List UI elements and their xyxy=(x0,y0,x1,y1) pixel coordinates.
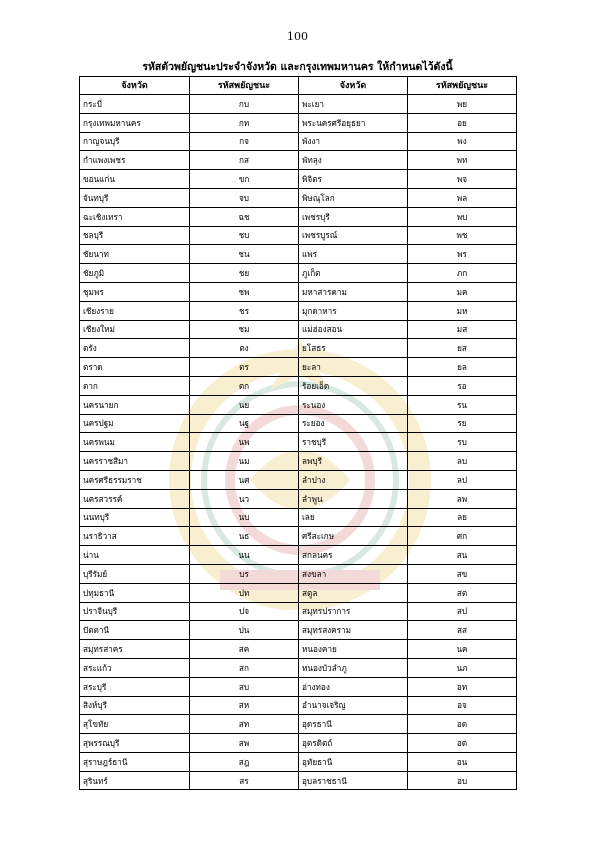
province-cell: พิจิตร xyxy=(299,170,408,189)
code-cell: มส xyxy=(408,320,517,339)
code-cell: ชพ xyxy=(190,282,299,301)
code-cell: ตง xyxy=(190,339,299,358)
province-cell: สระบุรี xyxy=(80,677,190,696)
code-cell: อน xyxy=(408,752,517,771)
code-cell: มค xyxy=(408,282,517,301)
province-cell: อ่างทอง xyxy=(299,677,408,696)
code-cell: นธ xyxy=(190,527,299,546)
table-row xyxy=(80,508,517,527)
code-cell: อท xyxy=(408,677,517,696)
province-cell: บุรีรัมย์ xyxy=(80,564,190,583)
code-cell: อย xyxy=(408,113,517,132)
page-number: 100 xyxy=(287,30,308,43)
province-cell: ปราจีนบุรี xyxy=(80,602,190,621)
code-cell: อบ xyxy=(408,771,517,790)
province-cell: ราชบุรี xyxy=(299,433,408,452)
province-cell: นครราชสีมา xyxy=(80,452,190,471)
province-cell: อุทัยธานี xyxy=(299,752,408,771)
code-cell: ปน xyxy=(190,621,299,640)
table-row xyxy=(80,564,517,583)
code-cell: ชบ xyxy=(190,226,299,245)
province-cell: ชลบุรี xyxy=(80,226,190,245)
province-cell: อุดรธานี xyxy=(299,715,408,734)
header-code-right: รหัสพยัญชนะ xyxy=(408,77,517,95)
code-cell: พร xyxy=(408,245,517,264)
code-cell: นค xyxy=(408,640,517,659)
province-cell: ร้อยเอ็ด xyxy=(299,376,408,395)
province-cell: มหาสารคาม xyxy=(299,282,408,301)
province-cell: สงขลา xyxy=(299,564,408,583)
code-cell: ฉช xyxy=(190,207,299,226)
code-cell: พจ xyxy=(408,170,517,189)
code-cell: กบ xyxy=(190,95,299,114)
table-row xyxy=(80,602,517,621)
province-cell: ยโสธร xyxy=(299,339,408,358)
code-cell: รย xyxy=(408,414,517,433)
code-cell: ศก xyxy=(408,527,517,546)
table-row xyxy=(80,358,517,377)
province-cell: กาญจนบุรี xyxy=(80,132,190,151)
code-cell: นพ xyxy=(190,433,299,452)
province-cell: นครนายก xyxy=(80,395,190,414)
province-cell: ตราด xyxy=(80,358,190,377)
code-cell: บร xyxy=(190,564,299,583)
code-cell: กจ xyxy=(190,132,299,151)
code-cell: สส xyxy=(408,621,517,640)
code-cell: สป xyxy=(408,602,517,621)
province-cell: สุโขทัย xyxy=(80,715,190,734)
code-cell: ชม xyxy=(190,320,299,339)
province-cell: ยะลา xyxy=(299,358,408,377)
table-row xyxy=(80,640,517,659)
code-cell: สร xyxy=(190,771,299,790)
province-cell: นนทบุรี xyxy=(80,508,190,527)
header-code-left: รหัสพยัญชนะ xyxy=(190,77,299,95)
table-row xyxy=(80,452,517,471)
province-cell: ฉะเชิงเทรา xyxy=(80,207,190,226)
table-row xyxy=(80,301,517,320)
province-cell: ตรัง xyxy=(80,339,190,358)
code-cell: สก xyxy=(190,658,299,677)
province-cell: นครศรีธรรมราช xyxy=(80,470,190,489)
province-cell: สมุทรปราการ xyxy=(299,602,408,621)
table-row xyxy=(80,470,517,489)
table-row xyxy=(80,132,517,151)
code-cell: พง xyxy=(408,132,517,151)
province-cell: นครสวรรค์ xyxy=(80,489,190,508)
province-cell: กรุงเทพมหานคร xyxy=(80,113,190,132)
province-cell: พิษณุโลก xyxy=(299,188,408,207)
province-cell: ลำปาง xyxy=(299,470,408,489)
province-cell: พังงา xyxy=(299,132,408,151)
table-row xyxy=(80,395,517,414)
province-cell: นครพนม xyxy=(80,433,190,452)
code-cell: มห xyxy=(408,301,517,320)
province-code-table xyxy=(79,76,517,790)
province-cell: ชัยภูมิ xyxy=(80,264,190,283)
table-row xyxy=(80,771,517,790)
code-cell: นม xyxy=(190,452,299,471)
province-cell: อุบลราชธานี xyxy=(299,771,408,790)
code-cell: พบ xyxy=(408,207,517,226)
table-row xyxy=(80,752,517,771)
province-cell: ตาก xyxy=(80,376,190,395)
table-row xyxy=(80,414,517,433)
code-cell: ลพ xyxy=(408,489,517,508)
code-cell: ขก xyxy=(190,170,299,189)
province-cell: สกลนคร xyxy=(299,546,408,565)
code-cell: นย xyxy=(190,395,299,414)
code-cell: นฐ xyxy=(190,414,299,433)
province-cell: สตูล xyxy=(299,583,408,602)
code-cell: นภ xyxy=(408,658,517,677)
code-cell: สน xyxy=(408,546,517,565)
province-cell: ขอนแก่น xyxy=(80,170,190,189)
province-cell: ระยอง xyxy=(299,414,408,433)
province-cell: สมุทรสงคราม xyxy=(299,621,408,640)
table-row xyxy=(80,621,517,640)
province-cell: เชียงใหม่ xyxy=(80,320,190,339)
province-cell: น่าน xyxy=(80,546,190,565)
code-cell: อต xyxy=(408,734,517,753)
province-cell: แพร่ xyxy=(299,245,408,264)
province-cell: สมุทรสาคร xyxy=(80,640,190,659)
province-cell: ศรีสะเกษ xyxy=(299,527,408,546)
table-row xyxy=(80,282,517,301)
code-cell: ลย xyxy=(408,508,517,527)
code-cell: นน xyxy=(190,546,299,565)
table-row xyxy=(80,245,517,264)
code-cell: จบ xyxy=(190,188,299,207)
province-cell: สิงห์บุรี xyxy=(80,696,190,715)
table-row xyxy=(80,583,517,602)
code-cell: พช xyxy=(408,226,517,245)
code-cell: นศ xyxy=(190,470,299,489)
table-row xyxy=(80,658,517,677)
header-province-right: จังหวัด xyxy=(299,77,408,95)
code-cell: กส xyxy=(190,151,299,170)
table-row xyxy=(80,170,517,189)
province-cell: เชียงราย xyxy=(80,301,190,320)
province-cell: ชัยนาท xyxy=(80,245,190,264)
code-cell: พท xyxy=(408,151,517,170)
code-cell: รบ xyxy=(408,433,517,452)
table-row xyxy=(80,95,517,114)
table-row xyxy=(80,264,517,283)
table-row xyxy=(80,339,517,358)
province-cell: กระบี่ xyxy=(80,95,190,114)
code-cell: สห xyxy=(190,696,299,715)
province-cell: ภูเก็ต xyxy=(299,264,408,283)
code-cell: ยส xyxy=(408,339,517,358)
code-cell: ลบ xyxy=(408,452,517,471)
table-row xyxy=(80,677,517,696)
table-row xyxy=(80,489,517,508)
province-cell: กำแพงเพชร xyxy=(80,151,190,170)
code-cell: ภก xyxy=(408,264,517,283)
code-cell: สฎ xyxy=(190,752,299,771)
code-cell: ลป xyxy=(408,470,517,489)
table-row xyxy=(80,546,517,565)
table-row xyxy=(80,696,517,715)
province-cell: ลพบุรี xyxy=(299,452,408,471)
code-cell: พย xyxy=(408,95,517,114)
table-header-row xyxy=(80,77,517,95)
table-row xyxy=(80,527,517,546)
province-cell: เพชรบุรี xyxy=(299,207,408,226)
code-cell: รน xyxy=(408,395,517,414)
province-cell: อำนาจเจริญ xyxy=(299,696,408,715)
table-row xyxy=(80,433,517,452)
code-cell: ปท xyxy=(190,583,299,602)
code-cell: สค xyxy=(190,640,299,659)
code-cell: สท xyxy=(190,715,299,734)
table-row xyxy=(80,226,517,245)
table-row xyxy=(80,151,517,170)
province-cell: สุราษฎร์ธานี xyxy=(80,752,190,771)
code-cell: พล xyxy=(408,188,517,207)
code-cell: กท xyxy=(190,113,299,132)
province-cell: ปทุมธานี xyxy=(80,583,190,602)
code-cell: ชน xyxy=(190,245,299,264)
code-cell: นบ xyxy=(190,508,299,527)
code-cell: ตร xyxy=(190,358,299,377)
province-cell: หนองบัวลำภู xyxy=(299,658,408,677)
code-cell: ตก xyxy=(190,376,299,395)
code-cell: รอ xyxy=(408,376,517,395)
code-cell: นว xyxy=(190,489,299,508)
code-cell: ปจ xyxy=(190,602,299,621)
table-row xyxy=(80,113,517,132)
province-cell: ปัตตานี xyxy=(80,621,190,640)
province-cell: หนองคาย xyxy=(299,640,408,659)
province-cell: อุตรดิตถ์ xyxy=(299,734,408,753)
province-cell: สระแก้ว xyxy=(80,658,190,677)
province-cell: สุพรรณบุรี xyxy=(80,734,190,753)
code-cell: ชร xyxy=(190,301,299,320)
province-cell: แม่ฮ่องสอน xyxy=(299,320,408,339)
province-cell: ลำพูน xyxy=(299,489,408,508)
province-cell: เลย xyxy=(299,508,408,527)
province-cell: พัทลุง xyxy=(299,151,408,170)
document-title: รหัสตัวพยัญชนะประจำจังหวัด และกรุงเทพมหานคร ให้กำหนดไว้ดังนี้ xyxy=(142,61,453,73)
table-row xyxy=(80,734,517,753)
province-cell: พะเยา xyxy=(299,95,408,114)
code-cell: สพ xyxy=(190,734,299,753)
code-cell: สต xyxy=(408,583,517,602)
province-cell: นราธิวาส xyxy=(80,527,190,546)
province-cell: ชุมพร xyxy=(80,282,190,301)
code-cell: สบ xyxy=(190,677,299,696)
code-cell: ชย xyxy=(190,264,299,283)
province-cell: มุกดาหาร xyxy=(299,301,408,320)
header-province-left: จังหวัด xyxy=(80,77,190,95)
table-row xyxy=(80,376,517,395)
code-cell: อด xyxy=(408,715,517,734)
table-row xyxy=(80,188,517,207)
province-cell: พระนครศรีอยุธยา xyxy=(299,113,408,132)
table-row xyxy=(80,715,517,734)
table-row xyxy=(80,207,517,226)
province-cell: เพชรบูรณ์ xyxy=(299,226,408,245)
province-cell: นครปฐม xyxy=(80,414,190,433)
province-cell: สุรินทร์ xyxy=(80,771,190,790)
code-cell: สข xyxy=(408,564,517,583)
table-row xyxy=(80,320,517,339)
province-cell: ระนอง xyxy=(299,395,408,414)
code-cell: ยล xyxy=(408,358,517,377)
code-cell: อจ xyxy=(408,696,517,715)
province-cell: จันทบุรี xyxy=(80,188,190,207)
